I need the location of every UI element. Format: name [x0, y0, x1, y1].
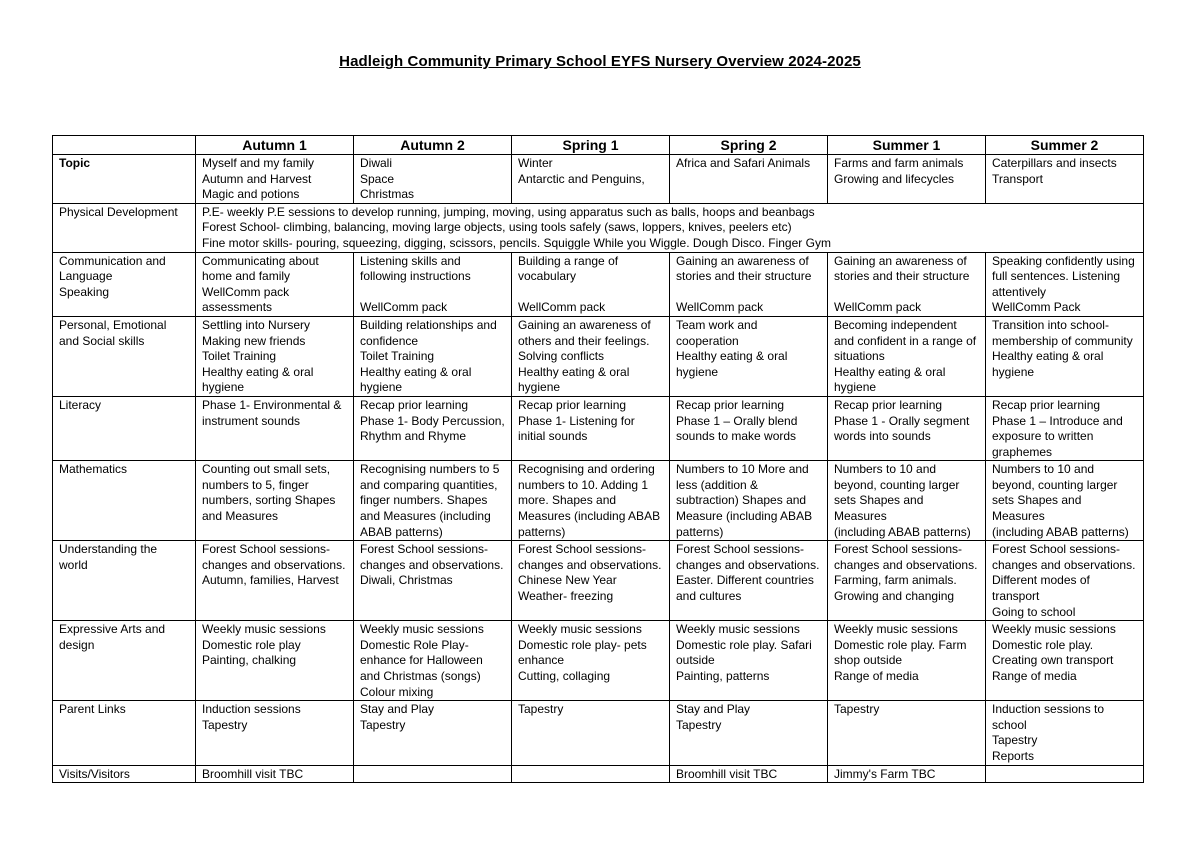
column-header-summer-2: Summer 2 — [986, 136, 1144, 155]
column-header-autumn-2: Autumn 2 — [354, 136, 512, 155]
table-cell — [986, 765, 1144, 783]
table-cell: Building relationships and confidence Toilet Training Healthy eating & oral hygiene — [354, 316, 512, 396]
row-label-literacy: Literacy — [53, 396, 196, 460]
row-label-personal-emotional-social: Personal, Emotional and Social skills — [53, 316, 196, 396]
row-label-physical-development: Physical Development — [53, 203, 196, 252]
table-cell: Weekly music sessions Domestic role play. Farm shop outside Range of media — [828, 621, 986, 701]
table-cell: Weekly music sessions Domestic role play Painting, chalking — [196, 621, 354, 701]
column-header-spring-1: Spring 1 — [512, 136, 670, 155]
table-cell: Tapestry — [828, 701, 986, 765]
table-row — [53, 155, 1144, 204]
table-cell: Settling into Nursery Making new friends Toilet Training Healthy eating & oral hygiene — [196, 316, 354, 396]
overview-table — [52, 135, 1144, 783]
table-row — [53, 541, 1144, 621]
table-cell: Recognising numbers to 5 and comparing quantities, finger numbers. Shapes and Measures (including ABAB patterns) — [354, 461, 512, 541]
table-cell: Myself and my family Autumn and Harvest Magic and potions — [196, 155, 354, 204]
table-cell: Broomhill visit TBC — [196, 765, 354, 783]
table-cell: Weekly music sessions Domestic role play. Creating own transport Range of media — [986, 621, 1144, 701]
table-cell: Listening skills and following instructions WellComm pack — [354, 252, 512, 316]
row-label-understanding-world: Understanding the world — [53, 541, 196, 621]
table-cell — [512, 765, 670, 783]
table-cell: Recap prior learning Phase 1 – Introduce and exposure to written graphemes — [986, 396, 1144, 460]
header-corner — [53, 136, 196, 155]
table-cell: Winter Antarctic and Penguins, — [512, 155, 670, 204]
page-title: Hadleigh Community Primary School EYFS Nursery Overview 2024-2025 — [339, 53, 861, 70]
table-row — [53, 701, 1144, 765]
table-row — [53, 396, 1144, 460]
table-cell: Stay and Play Tapestry — [354, 701, 512, 765]
table-cell: Transition into school- membership of community Healthy eating & oral hygiene — [986, 316, 1144, 396]
column-header-autumn-1: Autumn 1 — [196, 136, 354, 155]
table-cell: Team work and cooperation Healthy eating & oral hygiene — [670, 316, 828, 396]
table-cell: Numbers to 10 and beyond, counting larger sets Shapes and Measures (including ABAB patterns) — [986, 461, 1144, 541]
row-label-topic: Topic — [53, 155, 196, 204]
table-cell: Speaking confidently using full sentences. Listening attentively WellComm Pack — [986, 252, 1144, 316]
table-cell: Phase 1- Environmental & instrument sounds — [196, 396, 354, 460]
table-cell: Diwali Space Christmas — [354, 155, 512, 204]
table-cell: Broomhill visit TBC — [670, 765, 828, 783]
table-cell: Recap prior learning Phase 1- Body Percussion, Rhythm and Rhyme — [354, 396, 512, 460]
table-cell: Tapestry — [512, 701, 670, 765]
table-cell: Forest School sessions- changes and observations. Diwali, Christmas — [354, 541, 512, 621]
table-cell: Counting out small sets, numbers to 5, finger numbers, sorting Shapes and Measures — [196, 461, 354, 541]
table-cell: Building a range of vocabulary WellComm pack — [512, 252, 670, 316]
table-cell: Forest School sessions- changes and observations. Different modes of transport Going to school — [986, 541, 1144, 621]
table-cell: Farms and farm animals Growing and lifecycles — [828, 155, 986, 204]
table-cell: Communicating about home and family WellComm pack assessments — [196, 252, 354, 316]
column-header-spring-2: Spring 2 — [670, 136, 828, 155]
table-cell: Forest School sessions- changes and observations. Chinese New Year Weather- freezing — [512, 541, 670, 621]
table-cell: Africa and Safari Animals — [670, 155, 828, 204]
table-row — [53, 203, 1144, 252]
table-cell: Forest School sessions- changes and observations. Farming, farm animals. Growing and changing — [828, 541, 986, 621]
table-cell: Caterpillars and insects Transport — [986, 155, 1144, 204]
table-cell: Numbers to 10 and beyond, counting larger sets Shapes and Measures (including ABAB patterns) — [828, 461, 986, 541]
table-cell: Recap prior learning Phase 1 - Orally segment words into sounds — [828, 396, 986, 460]
table-cell: Recognising and ordering numbers to 10. Adding 1 more. Shapes and Measures (including ABAB patterns) — [512, 461, 670, 541]
row-label-mathematics: Mathematics — [53, 461, 196, 541]
table-cell: Gaining an awareness of stories and their structure WellComm pack — [828, 252, 986, 316]
row-label-communication-language: Communication and Language Speaking — [53, 252, 196, 316]
table-cell: Weekly music sessions Domestic role play- pets enhance Cutting, collaging — [512, 621, 670, 701]
row-label-visits-visitors: Visits/Visitors — [53, 765, 196, 783]
table-cell: Induction sessions Tapestry — [196, 701, 354, 765]
table-cell: Gaining an awareness of others and their feelings. Solving conflicts Healthy eating & oral hygiene — [512, 316, 670, 396]
table-cell: Forest School sessions- changes and observations. Autumn, families, Harvest — [196, 541, 354, 621]
row-label-parent-links: Parent Links — [53, 701, 196, 765]
table-cell: Jimmy's Farm TBC — [828, 765, 986, 783]
table-row — [53, 461, 1144, 541]
column-header-summer-1: Summer 1 — [828, 136, 986, 155]
table-row — [53, 765, 1144, 783]
table-cell: Recap prior learning Phase 1- Listening for initial sounds — [512, 396, 670, 460]
row-label-expressive-arts: Expressive Arts and design — [53, 621, 196, 701]
table-row — [53, 316, 1144, 396]
table-cell: Gaining an awareness of stories and their structure WellComm pack — [670, 252, 828, 316]
table-cell: Forest School sessions- changes and observations. Easter. Different countries and cultures — [670, 541, 828, 621]
table-cell: Induction sessions to school Tapestry Reports — [986, 701, 1144, 765]
table-cell: Weekly music sessions Domestic role play. Safari outside Painting, patterns — [670, 621, 828, 701]
table-cell-spanning: P.E- weekly P.E sessions to develop running, jumping, moving, using apparatus such as balls, hoops and beanbags Forest School- climbing, balancing, moving large objects, using tools safely (saws, loppers, knives, peelers etc) Fine motor skills- pouring, squeezing, digging, scissors, pencils. Squiggle While you Wiggle. Dough Disco. Finger Gym — [196, 203, 1144, 252]
header-row — [53, 136, 1144, 155]
table-cell: Becoming independent and confident in a range of situations Healthy eating & oral hygiene — [828, 316, 986, 396]
table-cell: Weekly music sessions Domestic Role Play- enhance for Halloween and Christmas (songs) Colour mixing — [354, 621, 512, 701]
table-row — [53, 621, 1144, 701]
table-cell: Numbers to 10 More and less (addition & subtraction) Shapes and Measure (including ABAB patterns) — [670, 461, 828, 541]
table-cell: Stay and Play Tapestry — [670, 701, 828, 765]
table-cell — [354, 765, 512, 783]
table-row — [53, 252, 1144, 316]
table-cell: Recap prior learning Phase 1 – Orally blend sounds to make words — [670, 396, 828, 460]
